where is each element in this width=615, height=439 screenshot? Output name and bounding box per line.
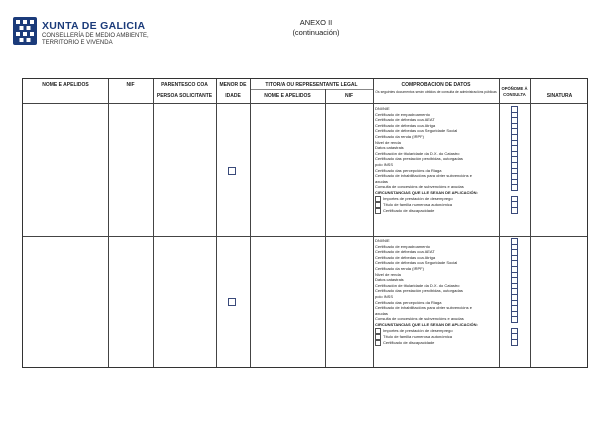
col-header-oponome-1: OPÓÑOME Á	[501, 86, 528, 91]
circumstance-item[interactable]	[375, 340, 499, 346]
document-item: Certificación de titularidade da D.X. do Catastro	[375, 150, 460, 156]
column-divider	[216, 79, 217, 367]
document-item: axudas	[375, 178, 388, 184]
column-divider	[108, 79, 109, 367]
circumstances-title: CIRCUNSTANCIAS QUE LLE SEXAN DE APLICACIÓN:	[375, 189, 478, 195]
col-header-nome: NOME E APELIDOS	[42, 82, 89, 88]
document-item: Datos catastrais	[375, 145, 404, 151]
oponome-checkbox[interactable]	[511, 207, 518, 214]
column-divider	[153, 79, 154, 367]
document-item: Certificado de débedas coa AEAT	[375, 249, 435, 255]
document-item: Datos catastrais	[375, 277, 404, 283]
document-item: Certificado das percepcións da Riaga	[375, 167, 442, 173]
document-item: polo INSS	[375, 293, 394, 299]
circumstance-checkbox[interactable]	[375, 340, 381, 346]
document-item: Certificado de inhabilitacións para obter subvencións e	[375, 305, 472, 311]
minor-age-checkbox[interactable]	[228, 298, 236, 306]
col-header-parentesco-1: PARENTESCO COA	[161, 82, 208, 88]
col-header-titor-nome: NOME E APELIDOS	[264, 93, 311, 99]
document-item: Certificado de débedas coa Atriga	[375, 122, 436, 128]
col-header-comprobacion-note: Os seguintes documentos serán obtidos de consulta de administracións públicas	[375, 90, 497, 94]
col-header-parentesco-2: PERSOA SOLICITANTE	[156, 93, 213, 99]
department-name: CONSELLERÍA DE MEDIO AMBIENTE, TERRITORIO E VIVENDA	[42, 33, 149, 46]
document-header	[0, 0, 615, 70]
document-item: Certificación de titularidade da D.X. do Catastro	[375, 282, 460, 288]
col-header-titor: TITOR/A OU REPRESENTANTE LEGAL	[265, 82, 358, 88]
org-name: XUNTA DE GALICIA	[42, 20, 146, 32]
document-item: Certificado de inhabilitacións para obter subvencións e	[375, 173, 472, 179]
documents-list	[375, 238, 499, 346]
documents-list	[375, 106, 499, 214]
document-item: Consulta de concesións de subvencións e axudas	[375, 316, 464, 322]
circumstance-label: Certificado de discapacidade	[383, 207, 435, 213]
circumstance-label: Certificado de discapacidade	[383, 339, 435, 345]
circumstances-title: CIRCUNSTANCIAS QUE LLE SEXAN DE APLICACIÓN:	[375, 321, 478, 327]
document-item: Nivel de renda	[375, 139, 401, 145]
col-header-oponome-2: CONSULTA	[503, 92, 526, 97]
annex-subtitle: (continuación)	[292, 28, 340, 37]
document-item: polo INSS	[375, 161, 394, 167]
minor-age-checkbox[interactable]	[228, 167, 236, 175]
document-item: DNI/NIE	[375, 106, 390, 111]
document-item: Certificado de empadroamento	[375, 111, 430, 117]
document-item: Certificado das percepcións da Riaga	[375, 299, 442, 305]
annex-heading	[266, 18, 366, 38]
oponome-checkbox[interactable]	[511, 316, 518, 323]
document-item: DNI/NIE	[375, 238, 390, 243]
document-item: Certificado da renda (IRPF)	[375, 265, 424, 271]
document-item: axudas	[375, 310, 388, 316]
data-table	[22, 78, 588, 368]
column-divider	[325, 89, 326, 367]
oponome-checkbox[interactable]	[511, 339, 518, 346]
document-item: Certificado de débedas coa AEAT	[375, 117, 435, 123]
circumstance-label: Importes de prestación de desemprego	[383, 195, 453, 201]
column-divider	[499, 79, 500, 367]
col-header-menor-2: IDADE	[225, 93, 241, 99]
column-divider	[530, 79, 531, 367]
document-item: Certificado das prestación percibidas, outorgadas	[375, 288, 463, 294]
circumstance-label: Importes de prestación de desemprego	[383, 327, 453, 333]
column-divider	[250, 79, 251, 367]
col-header-titor-nif: NIF	[344, 93, 354, 99]
header-subdivider	[250, 89, 373, 90]
document-item: Certificado de empadroamento	[375, 243, 430, 249]
col-header-sinatura: SINATURA	[546, 93, 573, 99]
document-item: Nivel de renda	[375, 271, 401, 277]
column-divider	[373, 79, 374, 367]
document-item: Certificado de débedas coa Seguridade Social	[375, 260, 458, 266]
xunta-logo-icon	[12, 16, 38, 46]
col-header-menor-1: MENOR DE	[219, 82, 247, 88]
col-header-nif: NIF	[126, 82, 135, 88]
document-item: Certificado das prestación percibidas, outorgadas	[375, 156, 463, 162]
col-header-comprobacion: COMPROBACIÓN DE DATOS	[401, 82, 471, 88]
document-item: Consulta de concesións de subvencións e axudas	[375, 184, 464, 190]
oponome-checkbox[interactable]	[511, 184, 518, 191]
annex-title: ANEXO II	[299, 18, 333, 27]
circumstance-label: Título de familia numerosa autonómica	[383, 333, 452, 339]
document-item: Certificado de débedas coa Seguridade Social	[375, 128, 458, 134]
circumstance-item[interactable]	[375, 208, 499, 214]
document-item: Certificado da renda (IRPF)	[375, 133, 424, 139]
circumstance-label: Título de familia numerosa autonómica	[383, 201, 452, 207]
document-item: Certificado de débedas coa Atriga	[375, 254, 436, 260]
circumstance-checkbox[interactable]	[375, 208, 381, 214]
